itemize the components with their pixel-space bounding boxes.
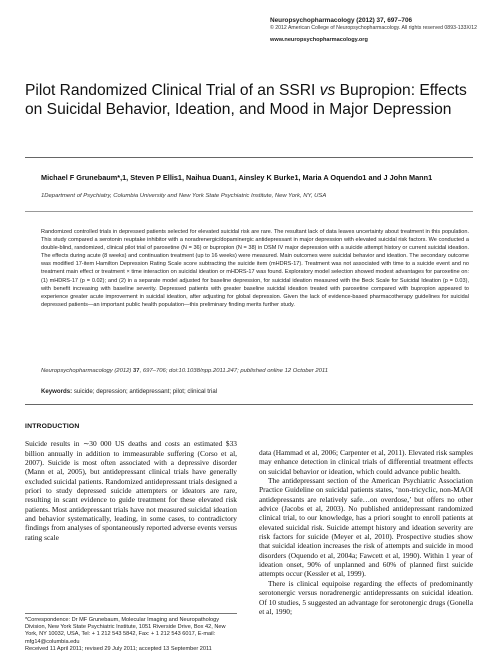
- body-paragraph: data (Hammad et al, 2006; Carpenter et al, 2011). Elevated risk samples may enhance detection in clinical trials of differential treatment effects on suicidal behavior or ideation, which could advance public health.: [259, 448, 473, 476]
- title-vs: vs: [319, 82, 336, 99]
- body-column-left: [25, 422, 237, 542]
- title-part1: Pilot Randomized Clinical Trial of an SSRI: [25, 82, 320, 99]
- body-paragraph: There is clinical equipoise regarding the effects of predominantly serotonergic versus noradrenergic antidepressants on suicidal ideation. Of 10 studies, 5 suggested an advantage for serotonergic drugs (Gonella et al, 1990;: [259, 578, 473, 616]
- correspondence-note: *Correspondence: Dr MF Grunebaum, Molecular Imaging and Neuropathology Division, New York State Psychiatric Institute, 1051 Riverside Drive, Box 42, New York, NY 10032, USA, Tel: + 1 212 543 5842, Fax: + 1 212 543 6017, E-mail: mfg14@columbia.edu: [25, 617, 226, 645]
- keywords-text: suicide; depression; antidepressant; pilot; clinical trial: [72, 388, 218, 395]
- section-heading-introduction: INTRODUCTION: [25, 423, 80, 430]
- divider: [25, 404, 473, 405]
- body-paragraph: The antidepressant section of the American Psychiatric Association Practice Guideline on suicidal patients states, ‘non-tricyclic, non-MAOI antidepressants are relatively safe…on overdose,’ but offers no other advice (Jacobs et al, 2003). No published antidepressant randomized clinical trial, to our knowledge, has a priori sought to enroll patients at elevated suicidal risk. Suicide attempt history and ideation severity are risk factors for suicide (Meyer et al, 2010). Prospective studies show that suicidal ideation increases the risk of attempts and suicide in mood disorders (Oquendo et al, 2004a; Fawcett et al, 1990). Within 1 year of ideation onset, 90% of unplanned and 60% of planned first suicide attempts occur (Kessler et al, 1999).: [259, 476, 473, 579]
- citation-prefix: Neuropsychopharmacology (2012): [41, 368, 134, 374]
- article-title: [25, 82, 475, 119]
- journal-citation-line: Neuropsychopharmacology (2012) 37, 697–706: [270, 17, 413, 24]
- journal-header: [270, 17, 484, 45]
- footnote: [25, 617, 237, 653]
- citation-volume: 37: [133, 368, 140, 374]
- affiliation: 1Department of Psychiatry, Columbia University and New York State Psychiatric Institute, New York, NY, USA: [41, 193, 327, 199]
- keywords-label: Keywords:: [41, 388, 73, 395]
- divider: [25, 211, 473, 212]
- copyright-line: © 2012 American College of Neuropsychopharmacology. All rights reserved 0893-133X/12: [270, 25, 478, 31]
- received-dates: Received 11 April 2011; revised 29 July 2011; accepted 13 September 2011: [25, 645, 212, 652]
- abstract: Randomized controlled trials in depressed patients selected for elevated suicidal risk are rare. The resultant lack of data leaves uncertainty about treatment in this population. This study compared a serotonin reuptake inhibitor with a noradrenergic/dopaminergic antidepressant in major depression with elevated suicidal risk factors. We conducted a double-blind, randomized, clinical pilot trial of paroxetine (N = 36) or bupropion (N = 38) in DSM IV major depression with a suicide attempt history or current suicidal ideation. The effects during acute (8 weeks) and continuation treatment (up to 16 weeks) were measured. Main outcomes were suicidal behavior and ideation. The secondary outcome was modified 17-item Hamilton Depression Rating Scale score subtracting the suicide item (mHDRS-17). Treatment was not associated with time to a suicide event and no treatment main effect or treatment × time interaction on suicidal ideation or mHDRS-17 was found. Exploratory model selection showed modest advantages for paroxetine on: (1) mHDRS-17 (p = 0.02); and (2) in a separate model adjusted for baseline depression, for suicidal ideation measured with the Beck Scale for Suicidal Ideation (p = 0.03), with benefit increasing with baseline severity. Depressed patients with greater baseline suicidal ideation treated with paroxetine compared with bupropion appeared to experience greater acute improvement in suicidal ideation, after adjusting for global depression. Given the lack of evidence-based pharmacotherapy guidelines for suicidal depressed patients—an important public health population—this preliminary finding merits further study.: [41, 229, 469, 308]
- keywords: [41, 388, 469, 395]
- citation-line: [41, 368, 469, 374]
- body-paragraph: Suicide results in ∼30 000 US deaths and costs an estimated $33 billion annually in addition to immeasurable suffering (Corso et al, 2007). Suicide is most often associated with a depressive disorder (Mann et al, 2005), but antidepressant clinical trials have generally excluded suicidal patients. Randomized antidepressant trials designed a priori to study depressed suicide attempters or ideators are rare, resulting in scant evidence to guide treatment for these elevated risk patients. Most antidepressant trials have not measured suicidal ideation and behavior systematically, leading, in some cases, to contradictory findings from analyses of spontaneously reported adverse events versus rating scale: [25, 439, 237, 542]
- divider: [25, 157, 473, 158]
- citation-suffix: , 697–706; doi:10.1038/npp.2011.247; published online 12 October 2011: [139, 368, 329, 374]
- body-column-right: [259, 448, 473, 616]
- title-part2: Bupropion: Effects on Suicidal Behavior, Ideation, and Mood in Major Depression: [25, 82, 467, 118]
- journal-url[interactable]: www.neuropsychopharmacology.org: [270, 37, 368, 43]
- author-list: Michael F Grunebaum*,1, Steven P Ellis1, Naihua Duan1, Ainsley K Burke1, Maria A Oquendo1 and J John Mann1: [41, 173, 433, 182]
- footnote-divider: [25, 613, 237, 614]
